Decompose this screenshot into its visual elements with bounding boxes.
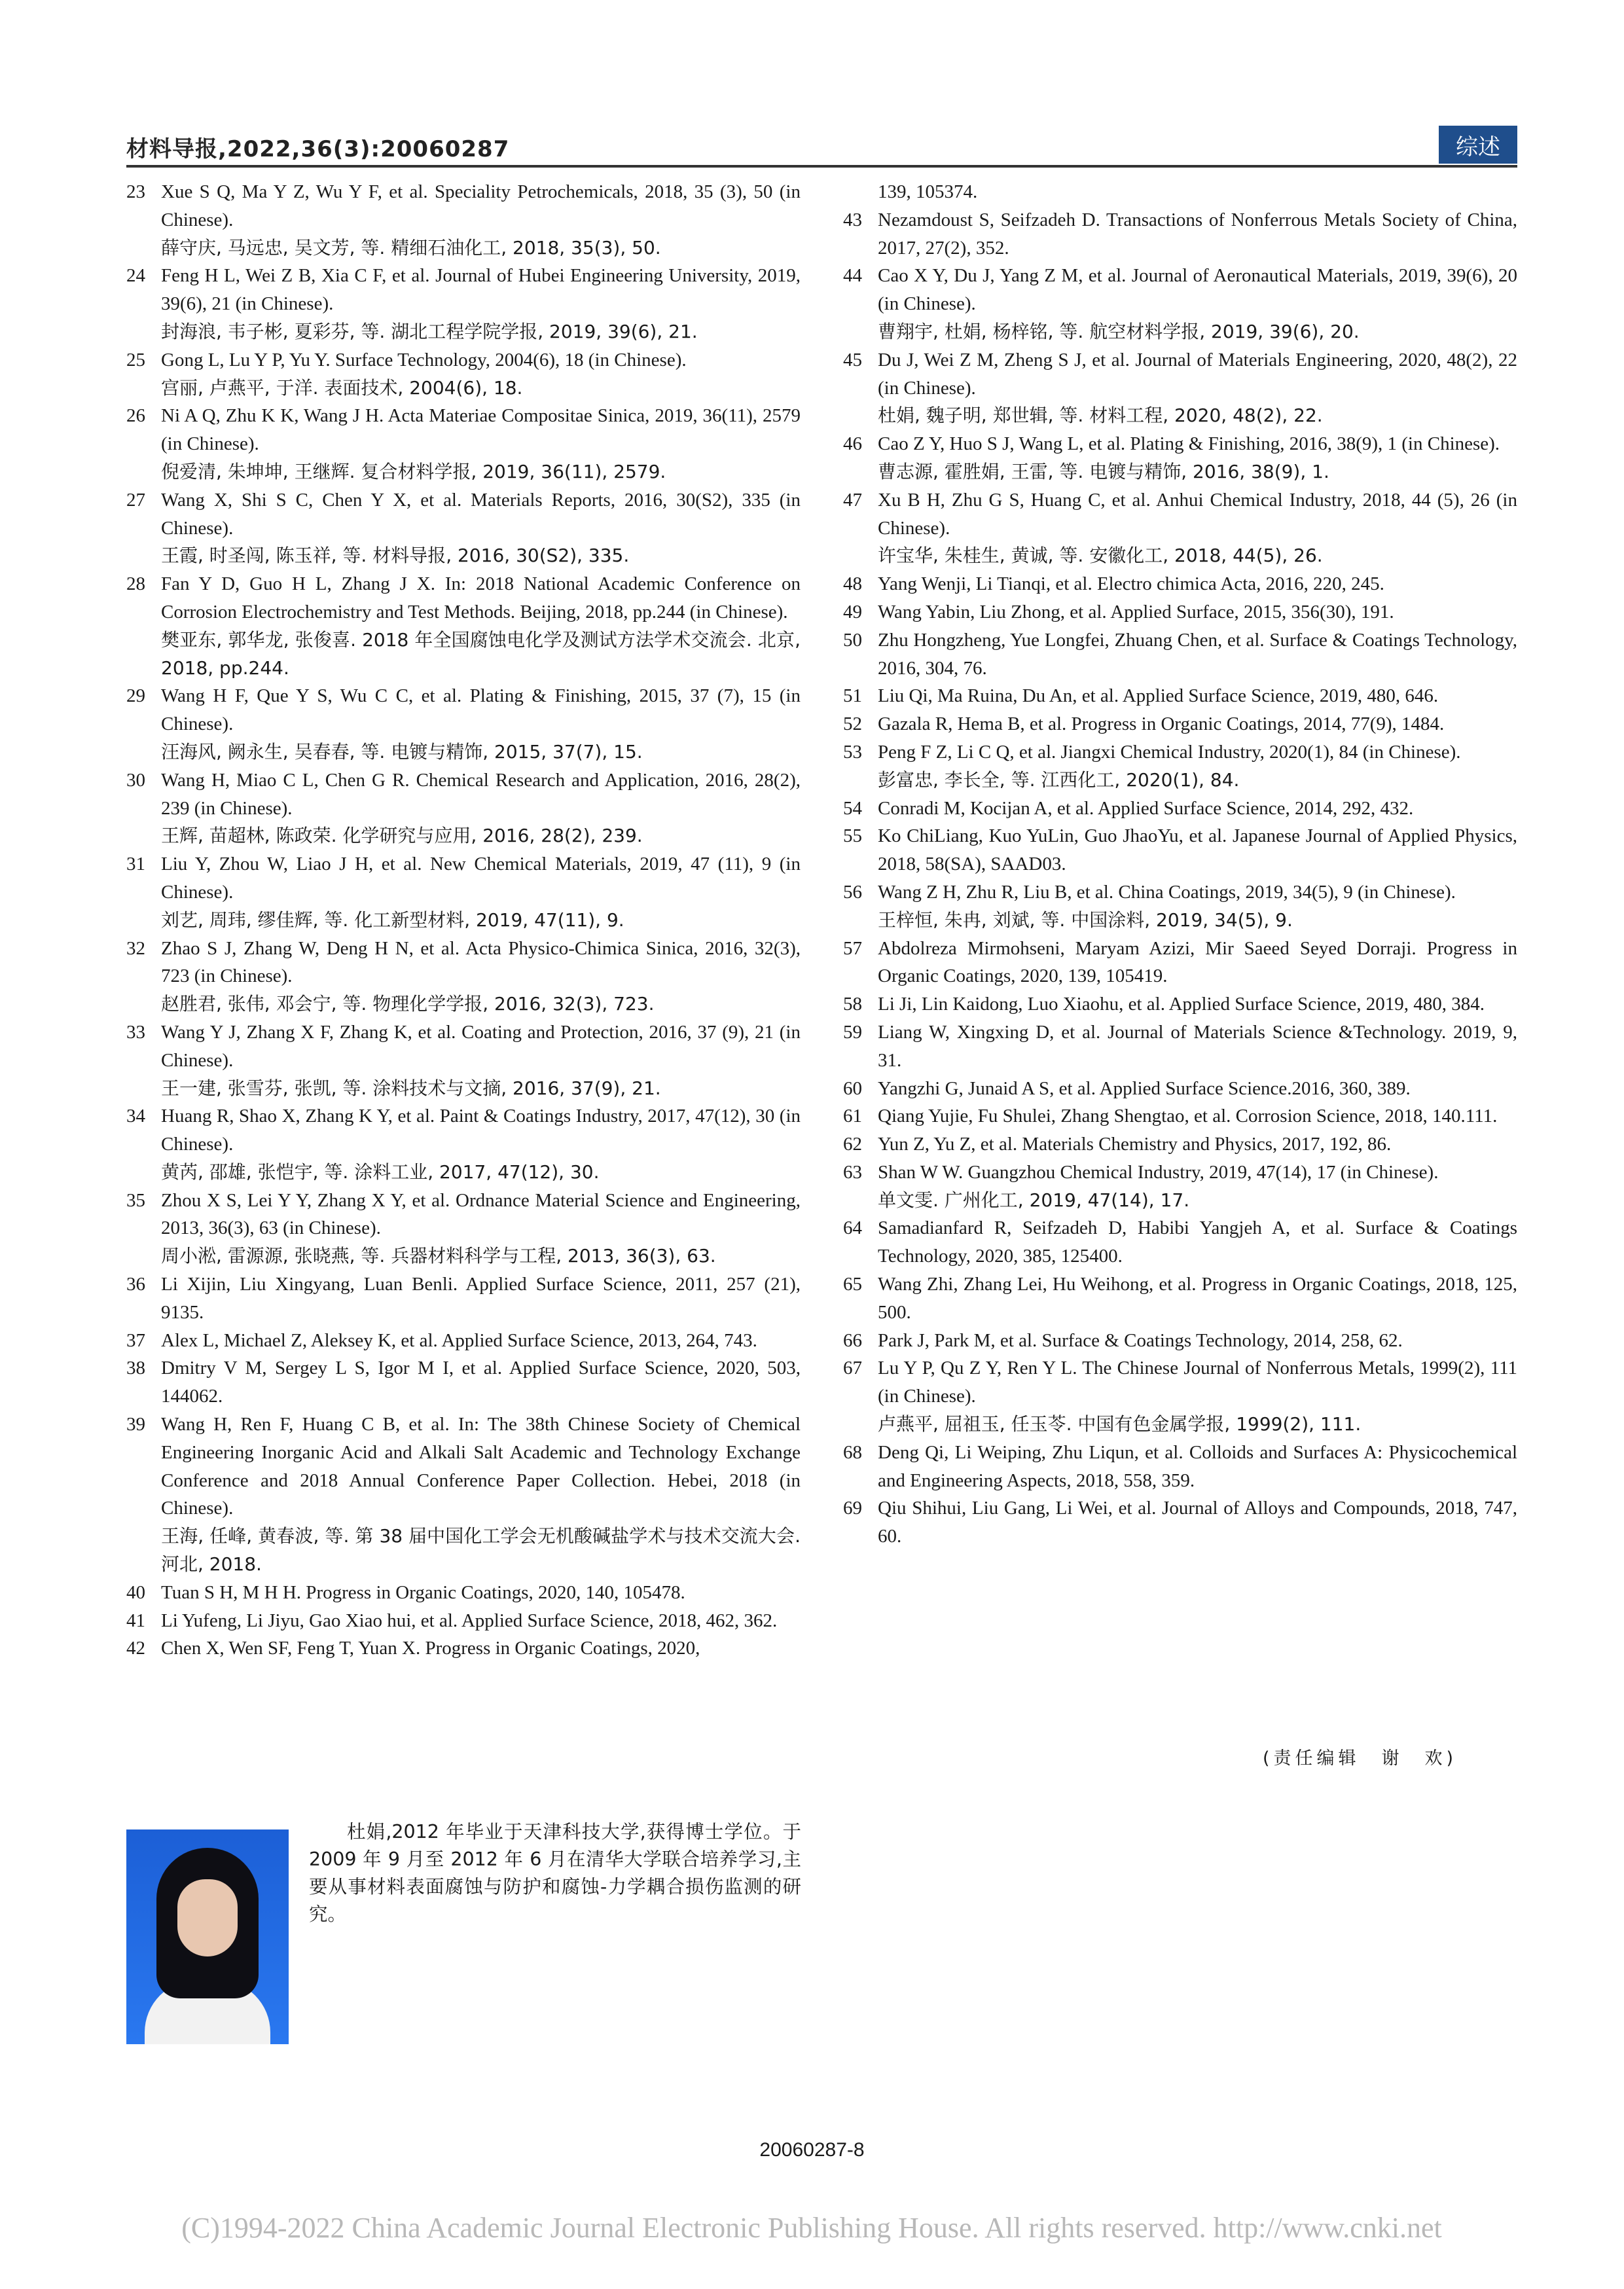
reference-english: Chen X, Wen SF, Feng T, Yuan X. Progress in Organic Coatings, 2020, [161, 1638, 700, 1659]
reference-number: 48 [843, 573, 862, 595]
reference-number: 49 [843, 601, 862, 622]
reference-english: Qiang Yujie, Fu Shulei, Zhang Shengtao, et al. Corrosion Science, 2018, 140.111. [878, 1106, 1498, 1127]
page-header [126, 126, 1517, 166]
reference-english: Wang Z H, Zhu R, Liu B, et al. China Coatings, 2019, 34(5), 9 (in Chinese). [878, 881, 1456, 903]
reference-number: 38 [126, 1358, 145, 1379]
reference-item [126, 682, 801, 766]
reference-item [843, 206, 1517, 262]
references-right-column [843, 178, 1517, 1551]
reference-item [126, 1271, 801, 1327]
reference-item [843, 1214, 1517, 1271]
reference-item [843, 1159, 1517, 1215]
reference-number: 47 [843, 489, 862, 511]
reference-english: Samadianfard R, Seifzadeh D, Habibi Yangjeh A, et al. Surface & Coatings Technology, 2020, 385, 125400. [878, 1217, 1517, 1267]
photo-face [177, 1879, 238, 1956]
reference-item [843, 822, 1517, 878]
reference-number: 37 [126, 1329, 145, 1351]
reference-number: 39 [126, 1414, 145, 1435]
reference-item [126, 486, 801, 570]
reference-english: Qiu Shihui, Liu Gang, Li Wei, et al. Journal of Alloys and Compounds, 2018, 747, 60. [878, 1498, 1517, 1547]
reference-number: 58 [843, 994, 862, 1015]
reference-english: Deng Qi, Li Weiping, Zhu Liqun, et al. Colloids and Surfaces A: Physicochemical and Engineering Aspects, 2018, 558, 359. [878, 1441, 1517, 1491]
reference-number: 51 [843, 685, 862, 707]
reference-chinese: 封海浪, 韦子彬, 夏彩芬, 等. 湖北工程学院学报, 2019, 39(6), 21. [161, 320, 698, 342]
reference-number: 32 [126, 937, 145, 959]
reference-number: 53 [843, 741, 862, 763]
reference-number: 57 [843, 937, 862, 959]
reference-item [843, 486, 1517, 570]
reference-item [126, 570, 801, 682]
reference-english: Zhao S J, Zhang W, Deng H N, et al. Acta Physico-Chimica Sinica, 2016, 32(3), 723 (in Chinese). [161, 937, 801, 987]
reference-number: 46 [843, 433, 862, 455]
reference-chinese: 杜娟, 魏子明, 郑世辑, 等. 材料工程, 2020, 48(2), 22. [878, 405, 1323, 427]
reference-english: Li Yufeng, Li Jiyu, Gao Xiao hui, et al. Applied Surface Science, 2018, 462, 362. [161, 1610, 778, 1631]
reference-number: 36 [126, 1274, 145, 1295]
reference-item [126, 1354, 801, 1411]
reference-item [126, 1411, 801, 1579]
reference-chinese: 曹翔宇, 杜娟, 杨梓铭, 等. 航空材料学报, 2019, 39(6), 20. [878, 320, 1360, 342]
reference-english: Park J, Park M, et al. Surface & Coatings Technology, 2014, 258, 62. [878, 1329, 1403, 1351]
reference-number: 35 [126, 1189, 145, 1211]
reference-number: 27 [126, 489, 145, 511]
reference-chinese: 王一建, 张雪芬, 张凯, 等. 涂料技术与文摘, 2016, 37(9), 21. [161, 1077, 661, 1099]
reference-english: Li Xijin, Liu Xingyang, Luan Benli. Applied Surface Science, 2011, 257 (21), 9135. [161, 1274, 801, 1323]
reference-number: 30 [126, 769, 145, 791]
reference-chinese: 许宝华, 朱桂生, 黄诚, 等. 安徽化工, 2018, 44(5), 26. [878, 545, 1323, 567]
reference-english: Liu Y, Zhou W, Liao J H, et al. New Chemical Materials, 2019, 47 (11), 9 (in Chinese). [161, 854, 801, 903]
reference-item [843, 346, 1517, 430]
reference-chinese: 王梓恒, 朱冉, 刘斌, 等. 中国涂料, 2019, 34(5), 9. [878, 909, 1293, 931]
reference-chinese: 汪海风, 阙永生, 吴春春, 等. 电镀与精饰, 2015, 37(7), 15. [161, 740, 643, 763]
reference-number: 45 [843, 349, 862, 370]
reference-number: 34 [126, 1106, 145, 1127]
reference-chinese: 周小淞, 雷源源, 张晓燕, 等. 兵器材料科学与工程, 2013, 36(3), 63. [161, 1245, 716, 1267]
reference-item [843, 570, 1517, 598]
reference-english: Conradi M, Kocijan A, et al. Applied Surface Science, 2014, 292, 432. [878, 797, 1414, 819]
reference-english: Wang H, Miao C L, Chen G R. Chemical Research and Application, 2016, 28(2), 239 (in Chinese). [161, 769, 801, 819]
reference-english: Nezamdoust S, Seifzadeh D. Transactions of Nonferrous Metals Society of China, 2017, 27(2), 352. [878, 209, 1517, 259]
reference-english: Cao X Y, Du J, Yang Z M, et al. Journal of Aeronautical Materials, 2019, 39(6), 20 (in Chinese). [878, 265, 1517, 315]
section-tag: 综述 [1439, 126, 1517, 164]
reference-english: Feng H L, Wei Z B, Xia C F, et al. Journal of Hubei Engineering University, 2019, 39(6), 21 (in Chinese). [161, 265, 801, 315]
reference-chinese: 曹志源, 霍胜娟, 王雷, 等. 电镀与精饰, 2016, 38(9), 1. [878, 460, 1329, 482]
reference-english: Cao Z Y, Huo S J, Wang L, et al. Plating & Finishing, 2016, 38(9), 1 (in Chinese). [878, 433, 1500, 455]
reference-item [843, 430, 1517, 486]
reference-number: 41 [126, 1610, 145, 1631]
reference-english: Liu Qi, Ma Ruina, Du An, et al. Applied Surface Science, 2019, 480, 646. [878, 685, 1439, 707]
reference-chinese: 宫丽, 卢燕平, 于洋. 表面技术, 2004(6), 18. [161, 376, 523, 399]
author-biography: 杜娟,2012 年毕业于天津科技大学,获得博士学位。于 2009 年 9 月至 2012 年 6 月在清华大学联合培养学习,主要从事材料表面腐蚀与防护和腐蚀-力学耦合损伤监测的研究。 [309, 1821, 801, 1925]
reference-item [843, 878, 1517, 935]
reference-item [126, 1327, 801, 1355]
reference-english: Gazala R, Hema B, et al. Progress in Organic Coatings, 2014, 77(9), 1484. [878, 713, 1445, 735]
reference-number: 42 [126, 1638, 145, 1659]
journal-citation: 材料导报,2022,36(3):20060287 [126, 136, 510, 162]
references-left-column [126, 178, 801, 1663]
reference-english: Wang Zhi, Zhang Lei, Hu Weihong, et al. Progress in Organic Coatings, 2018, 125, 500. [878, 1274, 1517, 1323]
reference-number: 44 [843, 265, 862, 287]
reference-english: Wang X, Shi S C, Chen Y X, et al. Materials Reports, 2016, 30(S2), 335 (in Chinese). [161, 489, 801, 539]
reference-chinese: 王辉, 苗超林, 陈政荣. 化学研究与应用, 2016, 28(2), 239. [161, 825, 643, 847]
reference-english: Dmitry V M, Sergey L S, Igor M I, et al. Applied Surface Science, 2020, 503, 144062. [161, 1358, 801, 1407]
reference-english: Ko ChiLiang, Kuo YuLin, Guo JhaoYu, et al. Japanese Journal of Applied Physics, 2018, 58(SA), SAAD03. [878, 825, 1517, 875]
reference-item [843, 682, 1517, 710]
reference-item [843, 1018, 1517, 1075]
reference-number: 31 [126, 854, 145, 875]
reference-english: Liang W, Xingxing D, et al. Journal of Materials Science &Technology. 2019, 9, 31. [878, 1021, 1517, 1071]
reference-english: Li Ji, Lin Kaidong, Luo Xiaohu, et al. Applied Surface Science, 2019, 480, 384. [878, 994, 1485, 1015]
copyright-notice: (C)1994-2022 China Academic Journal Electronic Publishing House. All rights reserved. http://www.cnki.net [181, 2212, 1442, 2244]
reference-chinese: 卢燕平, 屈祖玉, 任玉苓. 中国有色金属学报, 1999(2), 111. [878, 1413, 1362, 1435]
reference-item [843, 1075, 1517, 1103]
reference-number: 40 [126, 1581, 145, 1603]
reference-item [843, 1271, 1517, 1327]
reference-item [126, 262, 801, 346]
reference-english: Lu Y P, Qu Z Y, Ren Y L. The Chinese Journal of Nonferrous Metals, 1999(2), 111 (in Chinese). [878, 1358, 1517, 1407]
reference-item [843, 1494, 1517, 1551]
reference-english: Ni A Q, Zhu K K, Wang J H. Acta Materiae Compositae Sinica, 2019, 36(11), 2579 (in Chinese). [161, 405, 801, 455]
reference-chinese: 王霞, 时圣闯, 陈玉祥, 等. 材料导报, 2016, 30(S2), 335. [161, 545, 630, 567]
reference-english: Wang H, Ren F, Huang C B, et al. In: The 38th Chinese Society of Chemical Engineering Inorganic Acid and Alkali Salt Academic and Technology Exchange Conference and 2018 Annual Conference Paper Collection. Hebei, 2018 (in Chinese). [161, 1414, 801, 1519]
reference-item [126, 346, 801, 403]
reference-english: Gong L, Lu Y P, Yu Y. Surface Technology, 2004(6), 18 (in Chinese). [161, 349, 687, 370]
reference-number: 29 [126, 685, 145, 707]
reference-number: 26 [126, 405, 145, 427]
reference-english: Yun Z, Yu Z, et al. Materials Chemistry and Physics, 2017, 192, 86. [878, 1134, 1392, 1155]
reference-english: Wang H F, Que Y S, Wu C C, et al. Plating & Finishing, 2015, 37 (7), 15 (in Chinese). [161, 685, 801, 735]
reference-number: 52 [843, 713, 862, 735]
reference-item [843, 1327, 1517, 1355]
reference-english: Zhu Hongzheng, Yue Longfei, Zhuang Chen, et al. Surface & Coatings Technology, 2016, 304, 76. [878, 629, 1517, 679]
reference-chinese: 王海, 任峰, 黄春波, 等. 第 38 届中国化工学会无机酸碱盐学术与技术交流大会. 河北, 2018. [161, 1525, 801, 1576]
header-divider [126, 165, 1517, 168]
reference-item [843, 1102, 1517, 1130]
reference-number: 54 [843, 797, 862, 819]
reference-item [126, 1018, 801, 1102]
reference-english: Yangzhi G, Junaid A S, et al. Applied Surface Science.2016, 360, 389. [878, 1077, 1411, 1099]
reference-item [843, 710, 1517, 738]
reference-english: Huang R, Shao X, Zhang K Y, et al. Paint & Coatings Industry, 2017, 47(12), 30 (in Chinese). [161, 1106, 801, 1155]
reference-item [126, 1102, 801, 1186]
responsible-editor: (责任编辑 谢 欢) [1263, 1748, 1458, 1769]
reference-number: 63 [843, 1161, 862, 1183]
reference-chinese: 樊亚东, 郭华龙, 张俊喜. 2018 年全国腐蚀电化学及测试方法学术交流会. 北京, 2018, pp.244. [161, 628, 801, 679]
reference-number: 62 [843, 1134, 862, 1155]
reference-item [843, 1130, 1517, 1159]
reference-number: 24 [126, 265, 145, 287]
reference-item [126, 1607, 801, 1635]
reference-number: 56 [843, 881, 862, 903]
reference-chinese: 彭富忠, 李长全, 等. 江西化工, 2020(1), 84. [878, 768, 1240, 791]
reference-item [843, 626, 1517, 683]
reference-item [843, 990, 1517, 1018]
reference-english: Zhou X S, Lei Y Y, Zhang X Y, et al. Ordnance Material Science and Engineering, 2013, 36(3), 63 (in Chinese). [161, 1189, 801, 1239]
reference-item [843, 738, 1517, 795]
continued-reference: 139, 105374. [878, 181, 978, 202]
reference-item [843, 598, 1517, 626]
reference-english: Tuan S H, M H H. Progress in Organic Coatings, 2020, 140, 105478. [161, 1581, 685, 1603]
reference-item [843, 1354, 1517, 1438]
reference-chinese: 赵胜君, 张伟, 邓会宁, 等. 物理化学学报, 2016, 32(3), 723. [161, 993, 655, 1015]
reference-english: Wang Y J, Zhang X F, Zhang K, et al. Coating and Protection, 2016, 37 (9), 21 (in Chinese). [161, 1021, 801, 1071]
reference-number: 33 [126, 1021, 145, 1043]
reference-number: 55 [843, 825, 862, 847]
reference-number: 43 [843, 209, 862, 230]
reference-item [126, 935, 801, 1018]
reference-item [126, 402, 801, 486]
reference-item [843, 795, 1517, 823]
reference-number: 25 [126, 349, 145, 370]
reference-item [126, 766, 801, 850]
reference-item [843, 262, 1517, 346]
reference-number: 66 [843, 1329, 862, 1351]
reference-chinese: 黄芮, 邵雄, 张恺宇, 等. 涂料工业, 2017, 47(12), 30. [161, 1161, 600, 1183]
reference-english: Abdolreza Mirmohseni, Maryam Azizi, Mir Saeed Seyed Dorraji. Progress in Organic Coatings, 2020, 139, 105419. [878, 937, 1517, 987]
reference-number: 28 [126, 573, 145, 595]
reference-number: 69 [843, 1498, 862, 1519]
reference-number: 67 [843, 1358, 862, 1379]
reference-item [843, 935, 1517, 991]
reference-english: Alex L, Michael Z, Aleksey K, et al. Applied Surface Science, 2013, 264, 743. [161, 1329, 757, 1351]
reference-number: 61 [843, 1106, 862, 1127]
reference-chinese: 薛守庆, 马远忠, 吴文芳, 等. 精细石油化工, 2018, 35(3), 50. [161, 236, 661, 259]
reference-item [843, 1439, 1517, 1495]
page-number: 20060287-8 [759, 2139, 865, 2161]
reference-english: Shan W W. Guangzhou Chemical Industry, 2019, 47(14), 17 (in Chinese). [878, 1161, 1439, 1183]
reference-english: Fan Y D, Guo H L, Zhang J X. In: 2018 National Academic Conference on Corrosion Electrochemistry and Test Methods. Beijing, 2018, pp.244 (in Chinese). [161, 573, 801, 622]
reference-english: Du J, Wei Z M, Zheng S J, et al. Journal of Materials Engineering, 2020, 48(2), 22 (in Chinese). [878, 349, 1517, 399]
reference-number: 23 [126, 181, 145, 202]
reference-chinese: 倪爱清, 朱坤坤, 王继辉. 复合材料学报, 2019, 36(11), 2579. [161, 460, 666, 482]
reference-english: Xu B H, Zhu G S, Huang C, et al. Anhui Chemical Industry, 2018, 44 (5), 26 (in Chinese). [878, 489, 1517, 539]
reference-item [126, 1579, 801, 1607]
reference-number: 68 [843, 1441, 862, 1463]
reference-number: 60 [843, 1077, 862, 1099]
reference-number: 64 [843, 1217, 862, 1239]
reference-english: Yang Wenji, Li Tianqi, et al. Electro chimica Acta, 2016, 220, 245. [878, 573, 1384, 595]
reference-english: Wang Yabin, Liu Zhong, et al. Applied Surface, 2015, 356(30), 191. [878, 601, 1394, 622]
reference-number: 50 [843, 629, 862, 651]
reference-chinese: 单文雯. 广州化工, 2019, 47(14), 17. [878, 1189, 1190, 1211]
reference-chinese: 刘艺, 周玮, 缪佳辉, 等. 化工新型材料, 2019, 47(11), 9. [161, 909, 624, 931]
reference-item [126, 1634, 801, 1663]
reference-item [126, 1187, 801, 1271]
reference-number: 59 [843, 1021, 862, 1043]
reference-item [126, 178, 801, 262]
reference-number: 65 [843, 1274, 862, 1295]
reference-item [126, 850, 801, 934]
reference-english: Peng F Z, Li C Q, et al. Jiangxi Chemical Industry, 2020(1), 84 (in Chinese). [878, 741, 1461, 763]
author-photo [126, 1829, 289, 2044]
reference-english: Xue S Q, Ma Y Z, Wu Y F, et al. Speciality Petrochemicals, 2018, 35 (3), 50 (in Chinese). [161, 181, 801, 230]
